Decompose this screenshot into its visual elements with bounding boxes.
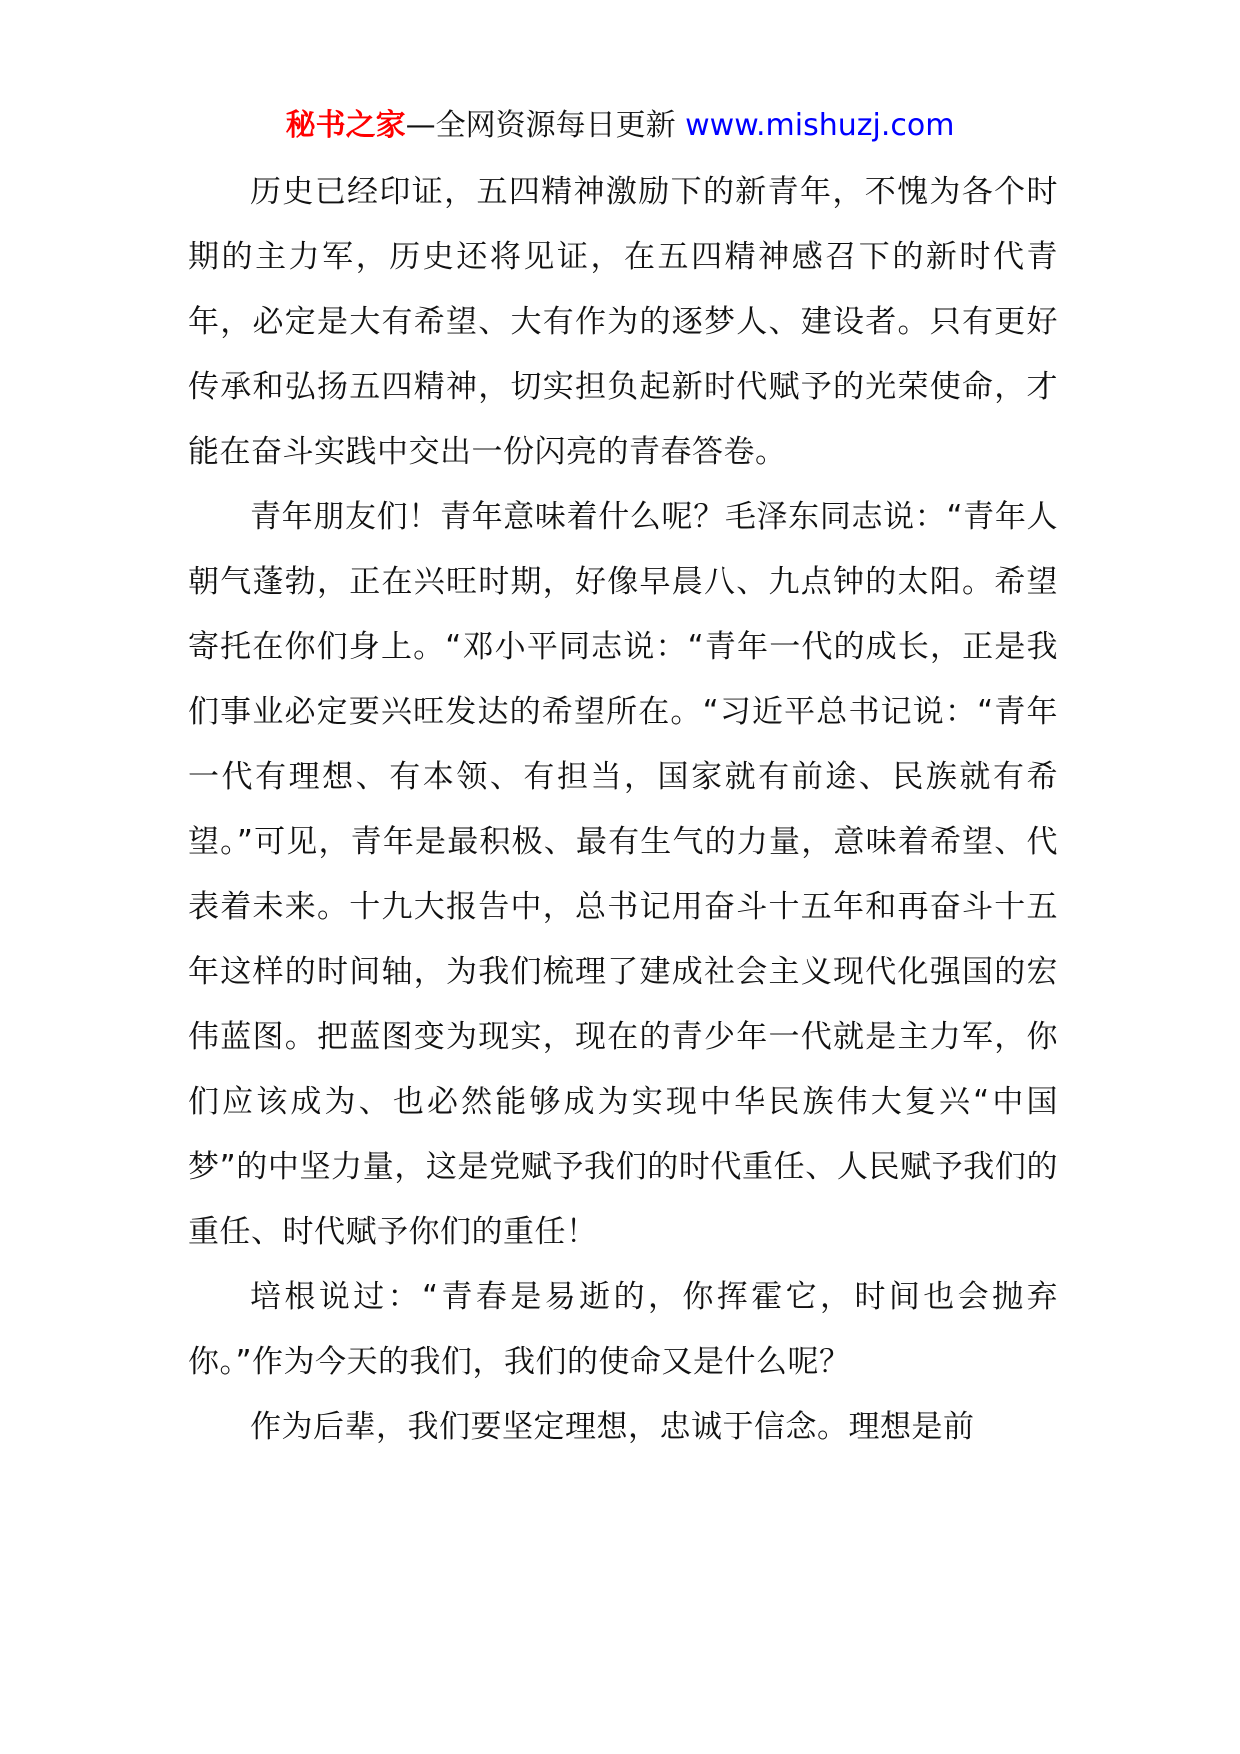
website-link[interactable]: www.mishuzj.com <box>685 108 955 143</box>
page-header <box>0 104 1240 148</box>
paragraph-1: 历史已经印证，五四精神激励下的新青年，不愧为各个时期的主力军，历史还将见证，在五四精神感召下的新时代青年，必定是大有希望、大有作为的逐梦人、建设者。只有更好传承和弘扬五四精神，切实担负起新时代赋予的光荣使命，才能在奋斗实践中交出一份闪亮的青春答卷。 <box>188 174 1058 470</box>
document-body <box>188 160 1058 1460</box>
paragraph-3: 培根说过：“青春是易逝的，你挥霍它，时间也会抛弃你。”作为今天的我们，我们的使命又是什么呢？ <box>188 1279 1058 1380</box>
paragraph-2: 青年朋友们！青年意味着什么呢？毛泽东同志说：“青年人朝气蓬勃，正在兴旺时期，好像早晨八、九点钟的太阳。希望寄托在你们身上。“邓小平同志说：“青年一代的成长，正是我们事业必定要兴旺发达的希望所在。“习近平总书记说：“青年一代有理想、有本领、有担当，国家就有前途、民族就有希望。”可见，青年是最积极、最有生气的力量，意味着希望、代表着未来。十九大报告中，总书记用奋斗十五年和再奋斗十五年这样的时间轴，为我们梳理了建成社会主义现代化强国的宏伟蓝图。把蓝图变为现实，现在的青少年一代就是主力军，你们应该成为、也必然能够成为实现中华民族伟大复兴“中国梦”的中坚力量，这是党赋予我们的时代重任、人民赋予我们的重任、时代赋予你们的重任！ <box>188 499 1058 1250</box>
paragraph-4: 作为后辈，我们要坚定理想，忠诚于信念。理想是前 <box>250 1409 975 1445</box>
header-tagline: —全网资源每日更新 <box>405 108 676 143</box>
brand-name: 秘书之家 <box>285 108 406 143</box>
